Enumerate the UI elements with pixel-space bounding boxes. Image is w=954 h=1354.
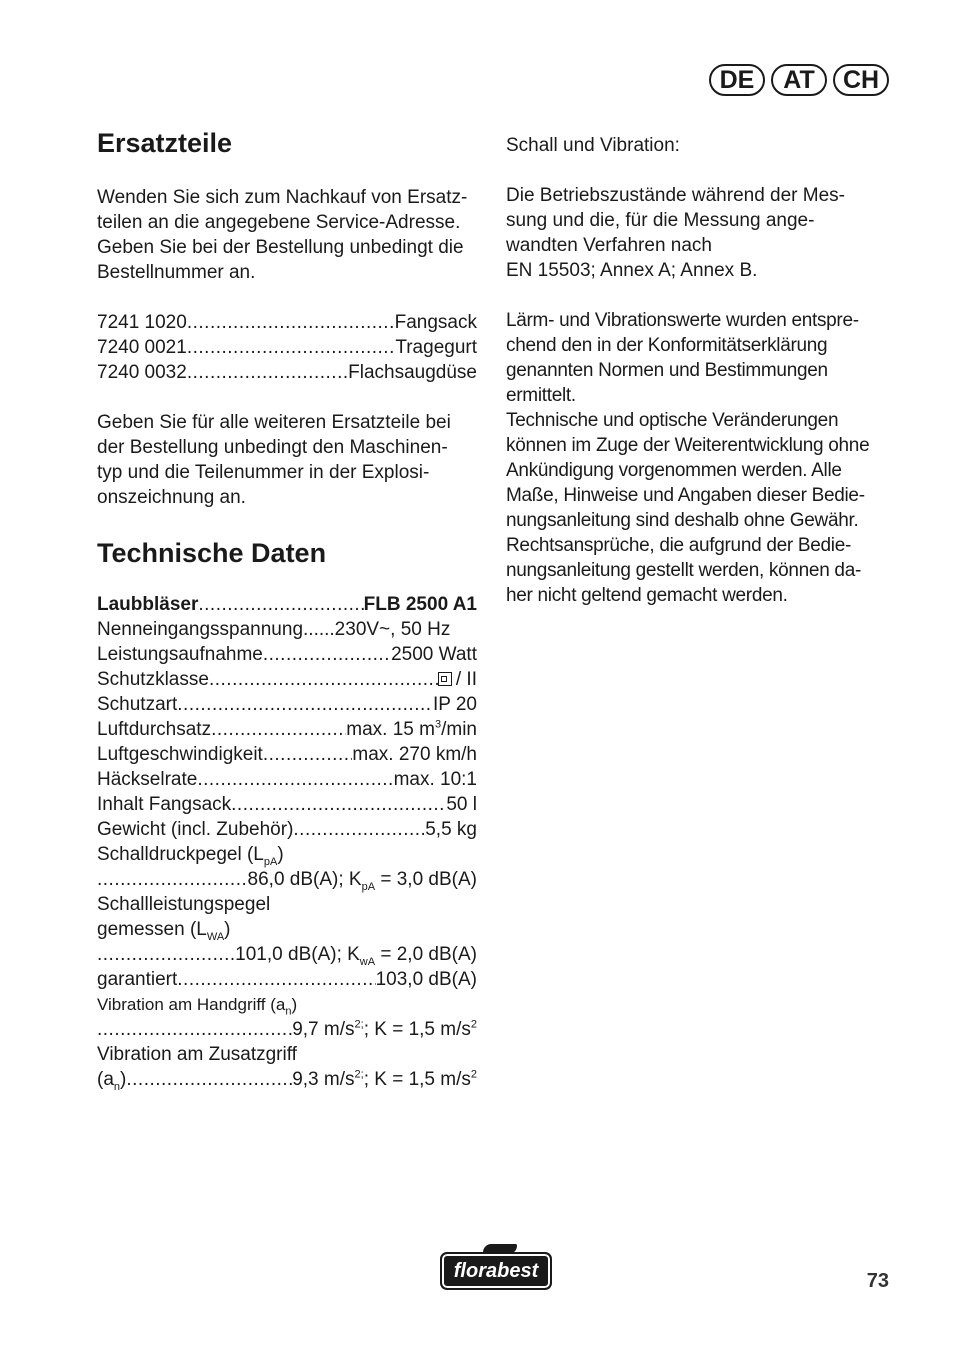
lpa-label-text: Schalldruckpegel (L <box>97 844 264 865</box>
spec-label: Schutzart <box>97 694 178 715</box>
parts-note-line: onszeichnung an. <box>97 487 246 508</box>
vib-aux-a: (a <box>97 1069 114 1090</box>
notes-line: Rechtsansprüche, die aufgrund der Bedie- <box>506 535 852 556</box>
airflow-sup: 3 <box>434 718 442 731</box>
spec-mulch <box>97 767 477 792</box>
lwa-k-value: = 2,0 dB(A) <box>375 944 477 965</box>
airflow-unit: /min <box>441 719 477 740</box>
spec-value: max. 10:1 <box>393 769 477 790</box>
parts-note-line: der Bestellung unbedingt den Maschinen- <box>97 437 448 458</box>
notes-line: her nicht geltend gemacht werden. <box>506 585 788 606</box>
notes-line: Lärm- und Vibrationswerte wurden entspre- <box>506 310 859 331</box>
spec-label: $(a_n)$ <box>97 1069 127 1093</box>
lpa-k-value: = 3,0 dB(A) <box>375 869 477 890</box>
parts-note <box>97 410 477 510</box>
vib-handle-k-sup: 2 <box>470 1018 477 1031</box>
vib-aux-sup: 2; <box>354 1068 364 1081</box>
spec-protection-class <box>97 667 477 692</box>
spec-guaranteed <box>97 967 477 992</box>
spec-label: garantiert <box>97 969 178 990</box>
part-name: Tragegurt <box>395 337 477 358</box>
spec-lpa-label: Schalldruckpegel $(L_{pA})$ <box>97 844 284 868</box>
part-row <box>97 335 477 360</box>
parts-note-line: typ und die Teilenummer in der Explosi- <box>97 462 430 483</box>
spec-label: Schutzklasse <box>97 669 209 690</box>
spec-lwa-label2: gemessen $(L_{WA})$ <box>97 919 231 943</box>
lpa-k-sub: pA <box>361 880 376 893</box>
spec-input-voltage: Nenneingangsspannung......230V~, 50 Hz <box>97 619 451 640</box>
lwa-k-sub: wA <box>359 955 376 968</box>
heading-technische-daten: Technische Daten <box>97 538 327 568</box>
conditions-line: sung und die, für die Messung ange- <box>506 210 815 231</box>
spec-value <box>292 1017 477 1042</box>
model-value: FLB 2500 A1 <box>363 594 477 615</box>
measurement-conditions <box>506 183 891 283</box>
spec-value <box>235 942 477 967</box>
double-insulation-icon <box>438 672 452 686</box>
spec-label: Luftdurchsatz <box>97 719 212 740</box>
florabest-logo: florabest <box>440 1252 552 1290</box>
vib-aux-k: ; K = 1,5 m/s <box>363 1069 471 1090</box>
spec-value <box>292 1067 477 1092</box>
spec-value: 50 l <box>446 794 477 815</box>
notes-line: chend den in der Konformitätserklärung <box>506 335 828 356</box>
lwa-label-text: gemessen (L <box>97 919 207 940</box>
spec-value: 5,5 kg <box>425 819 477 840</box>
part-number: 7240 0021 <box>97 337 187 358</box>
spec-product <box>97 592 477 617</box>
sound-title: Schall und Vibration: <box>506 135 680 156</box>
spec-label: Inhalt Fangsack <box>97 794 232 815</box>
notes-line: genannten Normen und Bestimmungen <box>506 360 828 381</box>
notes-line: Technische und optische Veränderungen <box>506 410 839 431</box>
badge-at: AT <box>771 64 827 96</box>
spec-vib-handle-value <box>97 1017 477 1042</box>
lpa-sub: pA <box>263 855 278 868</box>
vib-aux-k-sup: 2 <box>470 1068 477 1081</box>
vib-handle-value: 9,7 m/s <box>292 1019 355 1040</box>
lwa-sub: WA <box>206 930 225 943</box>
spec-label: Gewicht (incl. Zubehör) <box>97 819 294 840</box>
right-column <box>506 126 891 608</box>
spec-lpa-value <box>97 867 477 892</box>
vib-aux-sub: n <box>113 1080 121 1093</box>
notes-line: nungsanleitung gestellt werden, können da- <box>506 560 861 581</box>
spec-vib-handle-label: Vibration am Handgriff $(a_n)$ <box>97 995 298 1018</box>
vib-handle-label-text: Vibration am Handgriff (a <box>97 995 286 1014</box>
parts-intro-line: Bestellnummer an. <box>97 262 256 283</box>
spec-value <box>248 867 477 892</box>
parts-intro-line: teilen an die angegebene Service-Adresse. <box>97 212 461 233</box>
conditions-line: Die Betriebszustände während der Mes- <box>506 185 846 206</box>
spec-value <box>346 717 477 742</box>
spec-vib-aux-value <box>97 1067 477 1092</box>
notes-line: Maße, Hinweise und Angaben dieser Bedie- <box>506 485 865 506</box>
notes-line: können im Zuge der Weiterentwicklung ohne <box>506 435 870 456</box>
part-number: 7240 0032 <box>97 362 187 383</box>
spec-vib-aux-label: Vibration am Zusatzgriff <box>97 1044 297 1065</box>
spec-value: 2500 Watt <box>391 644 477 665</box>
page-number: 73 <box>866 1270 889 1292</box>
language-badges <box>709 64 889 96</box>
badge-de: DE <box>709 64 765 96</box>
legal-notes <box>506 308 891 608</box>
spec-power <box>97 642 477 667</box>
conditions-line: EN 15503; Annex A; Annex B. <box>506 260 758 281</box>
vib-handle-sup: 2; <box>354 1018 364 1031</box>
vib-handle-k: ; K = 1,5 m/s <box>363 1019 471 1040</box>
spec-label: Luftgeschwindigkeit <box>97 744 263 765</box>
notes-line: Ankündigung vorgenommen werden. Alle <box>506 460 842 481</box>
airflow-value: max. 15 m <box>346 719 435 740</box>
part-row <box>97 310 477 335</box>
parts-note-line: Geben Sie für alle weiteren Ersatzteile bei <box>97 412 451 433</box>
spec-airspeed <box>97 742 477 767</box>
spec-ip <box>97 692 477 717</box>
spec-value: IP 20 <box>432 694 477 715</box>
notes-line: ermittelt. <box>506 385 576 406</box>
notes-line: nungsanleitung sind deshalb ohne Gewähr. <box>506 510 859 531</box>
lpa-value: 86,0 dB(A); K <box>247 869 362 890</box>
spec-lwa-label1: Schallleistungspegel <box>97 894 271 915</box>
vib-handle-sub: n <box>285 1005 292 1018</box>
spec-value: max. 270 km/h <box>352 744 477 765</box>
product-label: Laubbläser <box>97 594 199 615</box>
spec-bag <box>97 792 477 817</box>
spec-label: Häckselrate <box>97 769 198 790</box>
part-number: 7241 1020 <box>97 312 187 333</box>
class-value-text: / II <box>455 669 477 690</box>
left-column <box>97 126 477 1092</box>
part-row <box>97 360 477 385</box>
part-name: Flachsaugdüse <box>348 362 477 383</box>
spec-value: 103,0 dB(A) <box>375 969 477 990</box>
spec-value <box>438 667 477 692</box>
spec-lwa-value <box>97 942 477 967</box>
parts-intro-line: Wenden Sie sich zum Nachkauf von Ersatz- <box>97 187 468 208</box>
badge-ch: CH <box>833 64 889 96</box>
part-name: Fangsack <box>394 312 477 333</box>
lwa-value: 101,0 dB(A); K <box>235 944 360 965</box>
parts-intro-line: Geben Sie bei der Bestellung unbedingt die <box>97 237 464 258</box>
spec-label: Leistungsaufnahme <box>97 644 263 665</box>
spec-airflow <box>97 717 477 742</box>
vib-aux-value: 9,3 m/s <box>292 1069 355 1090</box>
conditions-line: wandten Verfahren nach <box>506 235 712 256</box>
heading-ersatzteile: Ersatzteile <box>97 128 233 158</box>
spec-weight <box>97 817 477 842</box>
parts-intro <box>97 185 477 285</box>
